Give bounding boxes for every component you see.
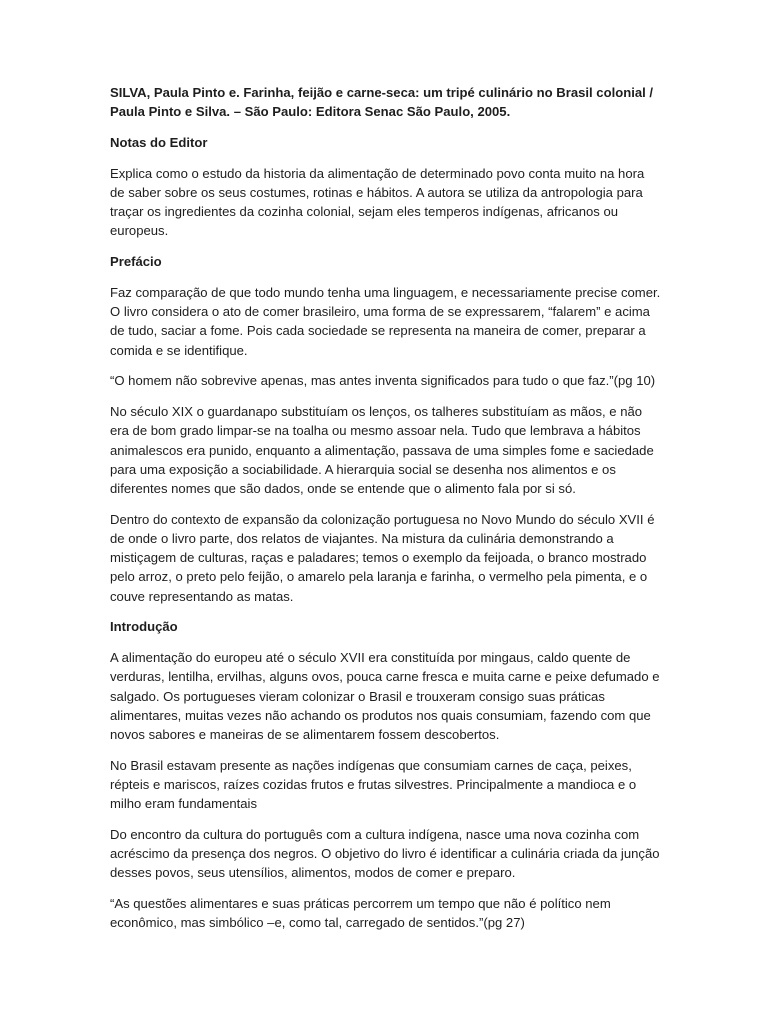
paragraph: Faz comparação de que todo mundo tenha uma linguagem, e necessariamente precise comer. O livro considera o ato de comer brasileiro, uma forma de se expressarem, “falarem” e acima de tudo, saciar a fome. Pois cada sociedade se representa na maneira de comer, preparar a comida e se identifique. xyxy=(110,285,661,358)
book-citation: SILVA, Paula Pinto e. Farinha, feijão e carne-seca: um tripé culinário no Brasil colonial / Paula Pinto e Silva. – São Paulo: Editora Senac São Paulo, 2005. xyxy=(110,85,654,120)
paragraph: Explica como o estudo da historia da alimentação de determinado povo conta muito na hora de saber sobre os seus costumes, rotinas e hábitos. A autora se utiliza da antropologia para traçar os ingredientes da cozinha colonial, sejam eles temperos indígenas, africanos ou europeus. xyxy=(110,165,645,239)
paragraph: Dentro do contexto de expansão da colonização portuguesa no Novo Mundo do século XVII é de onde o livro parte, dos relatos de viajantes. Na mistura da culinária demonstrando a mistiçagem de culturas, raças e paladares; temos o exemplo da feijoada, o branco mostrado pelo arroz, o preto pelo feijão, o amarelo pela laranja e farinha, o vermelho pela pimenta, e o couve representando as matas. xyxy=(110,511,655,604)
document-body xyxy=(110,83,662,944)
section-heading-prefacio: Prefácio xyxy=(110,254,162,270)
section-heading-notas-do-editor: Notas do Editor xyxy=(110,135,208,150)
paragraph: Do encontro da cultura do português com a cultura indígena, nasce uma nova cozinha com acréscimo da presença dos negros. O objetivo do livro é identificar a culinária criada da junção desses povos, seus utensílios, alimentos, modos de comer e preparo. xyxy=(110,827,660,881)
section-heading-introducao: Introdução xyxy=(110,619,178,635)
paragraph: A alimentação do europeu até o século XVII era constituída por mingaus, caldo quente de verduras, lentilha, ervilhas, alguns ovos, pouca carne fresca e muita carne e peixe defumado e salgado. Os portugueses vieram colonizar o Brasil e trouxeram consigo suas práticas alimentares, muitas vezes não achando os produtos nos quais consumiam, fazendo com que novos sabores e maneiras de se alimentarem fossem descobertos. xyxy=(110,650,660,743)
quote-paragraph: “O homem não sobrevive apenas, mas antes inventa significados para tudo o que faz.”(pg 10) xyxy=(110,373,656,389)
paragraph: No século XIX o guardanapo substituíam os lenços, os talheres substituíam as mãos, e não era de bom grado limpar-se na toalha ou mesmo assoar nela. Tudo que lembrava a hábitos animalescos era punido, enquanto a alimentação, passava de uma simples fome e saciedade para uma exposição a sociabilidade. A hierarquia social se desenha nos alimentos e os diferentes nomes que são dados, onde se entende que o alimento fala por si só. xyxy=(110,404,654,497)
quote-paragraph: “As questões alimentares e suas práticas percorrem um tempo que não é político nem econômico, mas simbólico –e, como tal, carregado de sentidos.”(pg 27) xyxy=(110,896,611,931)
paragraph: No Brasil estavam presente as nações indígenas que consumiam carnes de caça, peixes, répteis e mariscos, raízes cozidas frutos e frutas silvestres. Principalmente a mandioca e o milho eram fundamentais xyxy=(110,757,637,812)
